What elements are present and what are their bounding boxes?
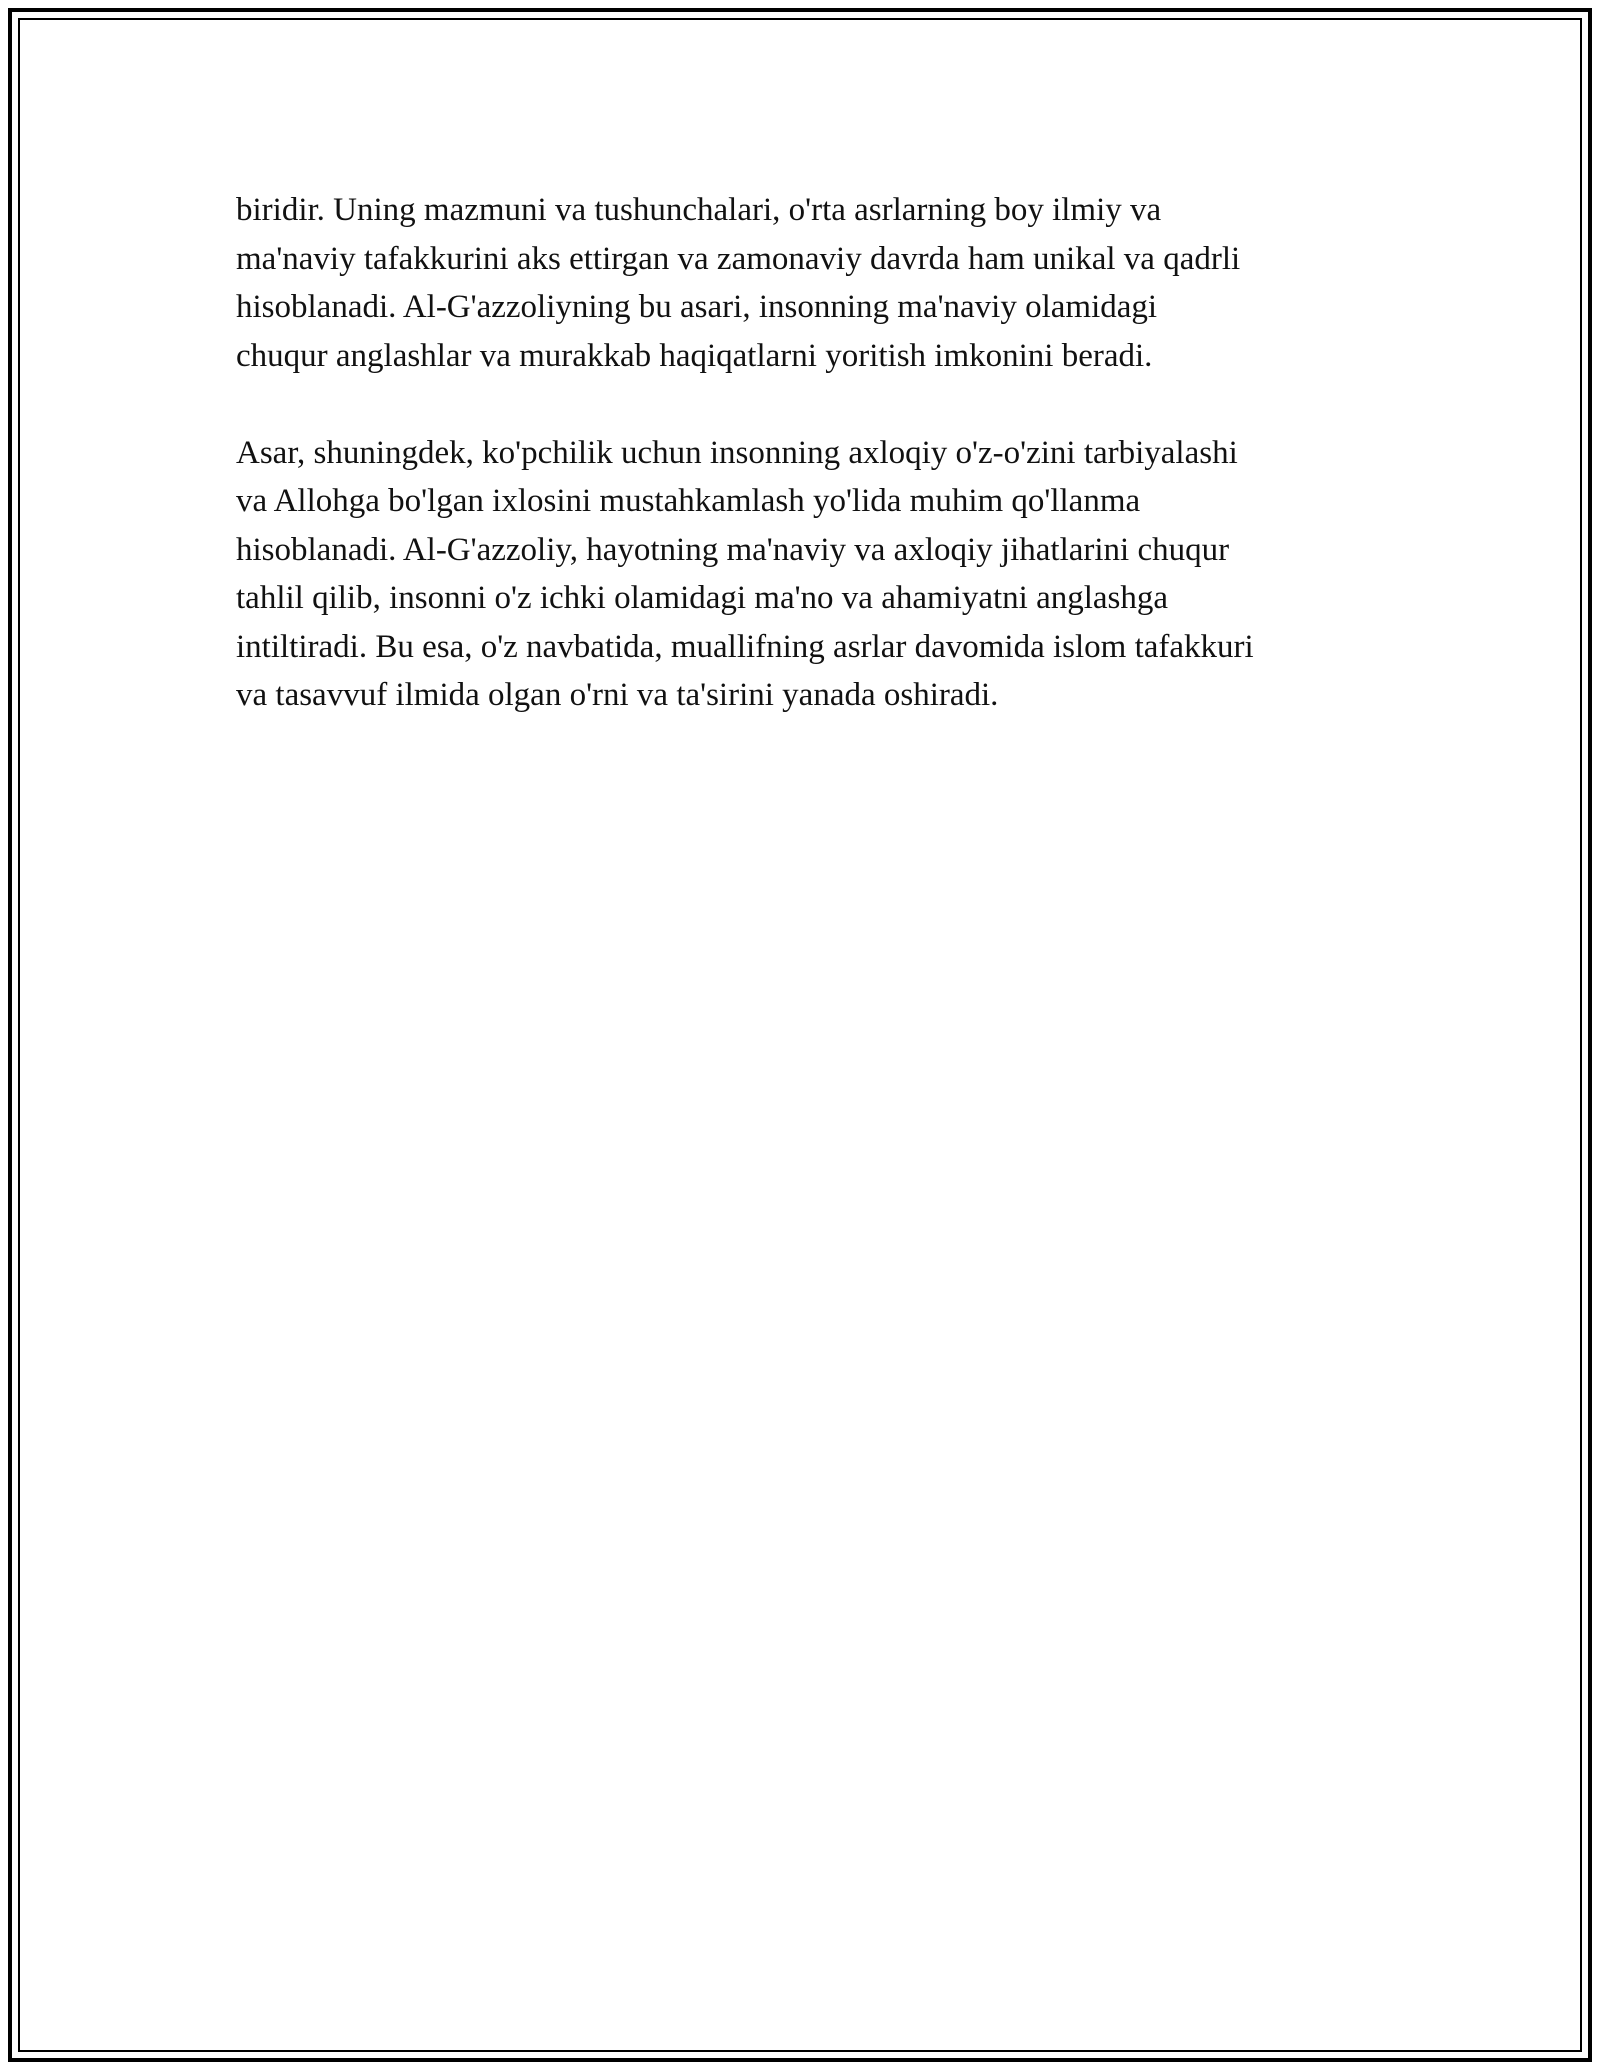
text-line: ma'naviy tafakkurini aks ettirgan va zamonaviy davrda ham unikal va qadrli bbox=[236, 240, 1241, 277]
text-line: biridir. Uning mazmuni va tushunchalari, o'rta asrlarning boy ilmiy va bbox=[236, 192, 1162, 228]
text-line: va tasavvuf ilmida olgan o'rni va ta'sirini yanada oshiradi. bbox=[236, 677, 999, 713]
text-line: hisoblanadi. Al-G'azzoliy, hayotning ma'naviy va axloqiy jihatlarini chuqur bbox=[236, 531, 1230, 568]
paragraph-spacer bbox=[236, 380, 1396, 429]
text-line: tahlil qilib, insonni o'z ichki olamidagi ma'no va ahamiyatni anglashga bbox=[236, 580, 1169, 616]
text-line: va Allohga bo'lgan ixlosini mustahkamlash yo'lida muhim qo'llanma bbox=[236, 483, 1141, 519]
paragraph-2 bbox=[236, 429, 1396, 720]
document-body bbox=[236, 186, 1396, 720]
text-line: chuqur anglashlar va murakkab haqiqatlarni yoritish imkonini beradi. bbox=[236, 337, 1153, 374]
text-line: intiltiradi. Bu esa, o'z navbatida, muallifning asrlar davomida islom tafakkuri bbox=[236, 628, 1254, 665]
text-line: hisoblanadi. Al-G'azzoliyning bu asari, insonning ma'naviy olamidagi bbox=[236, 289, 1158, 325]
text-line: Asar, shuningdek, ko'pchilik uchun insonning axloqiy o'z-o'zini tarbiyalashi bbox=[236, 434, 1238, 471]
paragraph-1 bbox=[236, 186, 1396, 380]
